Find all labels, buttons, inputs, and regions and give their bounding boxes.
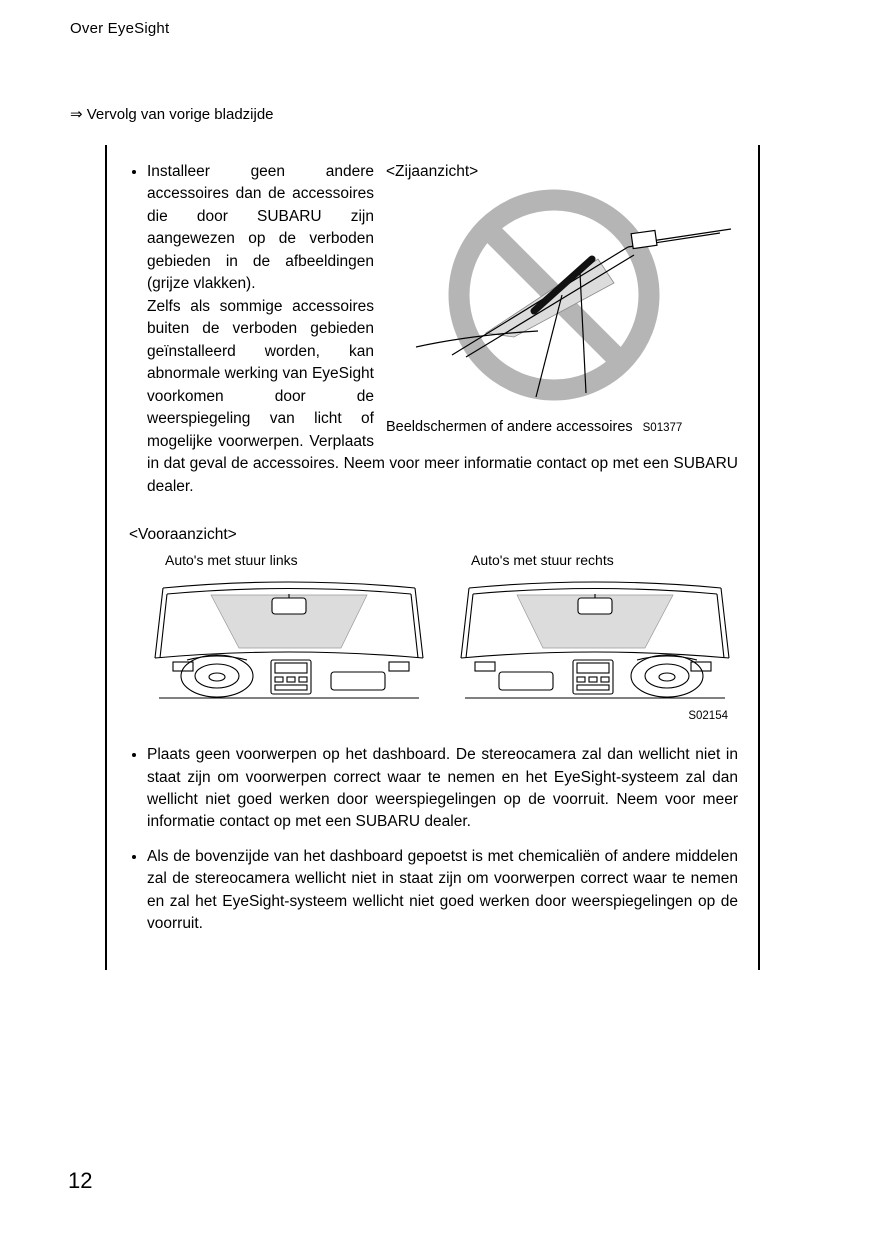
front-view-right-label: Auto's met stuur rechts <box>471 552 614 569</box>
page-header: Over EyeSight <box>70 20 170 37</box>
rearview-mirror <box>578 598 612 614</box>
bullet1-paragraph-2: Zelfs als sommige accessoires buiten de verboden gebieden geïnstalleerd worden, kan abnormale werking van EyeSight voorkomen door de weerspiegeling van licht of mogelijke voorwerpen. Verplaats in dat geval de accessoires. Neem voor meer informatie contact op met een SUBARU dealer. <box>147 297 738 495</box>
stack-button <box>299 677 307 682</box>
dashboard-top-line <box>461 652 729 658</box>
center-screen <box>275 663 307 673</box>
bullet-list-top <box>129 161 738 498</box>
stack-button <box>577 677 585 682</box>
stack-button <box>589 677 597 682</box>
rearview-mirror <box>272 598 306 614</box>
page-number: 12 <box>68 1168 93 1193</box>
front-view-title: <Vooraanzicht> <box>129 526 237 544</box>
front-view-figures <box>153 552 738 702</box>
stack-slot <box>275 685 307 690</box>
steering-wheel-outer <box>181 655 253 697</box>
figure-code-s01377: S01377 <box>642 422 683 435</box>
front-view-left-label: Auto's met stuur links <box>165 552 298 569</box>
glovebox <box>499 672 553 690</box>
figure-code-s02154: S02154 <box>688 710 728 723</box>
stack-button <box>275 677 283 682</box>
a-pillar-right <box>415 588 423 658</box>
dashboard-top-line <box>155 652 423 658</box>
bullet1-paragraph-1: Installeer geen andere accessoires dan de accessoires die door SUBARU zijn aangewezen op de verboden gebieden in de afbeeldingen (grijze vlakken). <box>147 163 374 293</box>
roof-edge-inner <box>473 589 717 595</box>
front-view-left-figure <box>153 552 425 702</box>
air-vent-right <box>389 662 409 671</box>
front-view-left-illustration <box>153 574 425 702</box>
side-view-figure-block <box>386 161 738 438</box>
bullet3-paragraph: • Als de bovenzijde van het dashboard gepoetst is met chemicaliën of andere middelen zal de stereocamera wellicht niet in staat zijn om voorwerpen correct waar te nemen en zal het EyeSight-systeem wellicht niet goed werken door weerspiegelingen op de voorruit. <box>147 847 738 933</box>
side-view-caption: Beeldschermen of andere accessoires <box>386 419 633 436</box>
roof-edge-inner <box>167 589 411 595</box>
stack-button <box>287 677 295 682</box>
content-panel <box>105 145 760 970</box>
roof-edge <box>163 582 415 588</box>
list-item-dashboard-objects <box>147 744 738 834</box>
side-view-title: • <Zijaanzicht> <box>386 163 479 180</box>
a-pillar-left <box>155 588 163 658</box>
glovebox <box>331 672 385 690</box>
steering-wheel-outer <box>631 655 703 697</box>
list-item-accessories <box>147 161 738 498</box>
list-item-dashboard-chemicals <box>147 846 738 936</box>
stack-slot <box>577 685 609 690</box>
steering-wheel-inner <box>195 664 239 688</box>
camera-cover-box <box>631 231 657 249</box>
bullet2-paragraph: • Plaats geen voorwerpen op het dashboard. De stereocamera zal dan wellicht niet in staat zijn om voorwerpen correct waar te nemen en het EyeSight-systeem zal dan wellicht niet goed werken door weerspiegelingen op de voorruit. Neem voor meer informatie contact op met een SUBARU dealer. <box>147 746 738 831</box>
steering-wheel-hub <box>659 673 675 681</box>
front-view-right-illustration <box>459 574 731 702</box>
front-view-right-figure <box>459 552 731 702</box>
steering-wheel-hub <box>209 673 225 681</box>
roof-edge <box>469 582 721 588</box>
side-view-illustration <box>386 183 738 415</box>
continuation-note: ⇒ Vervolg van vorige bladzijde <box>70 106 274 123</box>
a-pillar-right <box>461 588 469 658</box>
stack-button <box>601 677 609 682</box>
center-screen <box>577 663 609 673</box>
steering-wheel-inner <box>645 664 689 688</box>
a-pillar-left <box>721 588 729 658</box>
air-vent-right <box>475 662 495 671</box>
bullet-list-bottom <box>129 744 738 936</box>
side-view-caption-row <box>386 417 738 438</box>
